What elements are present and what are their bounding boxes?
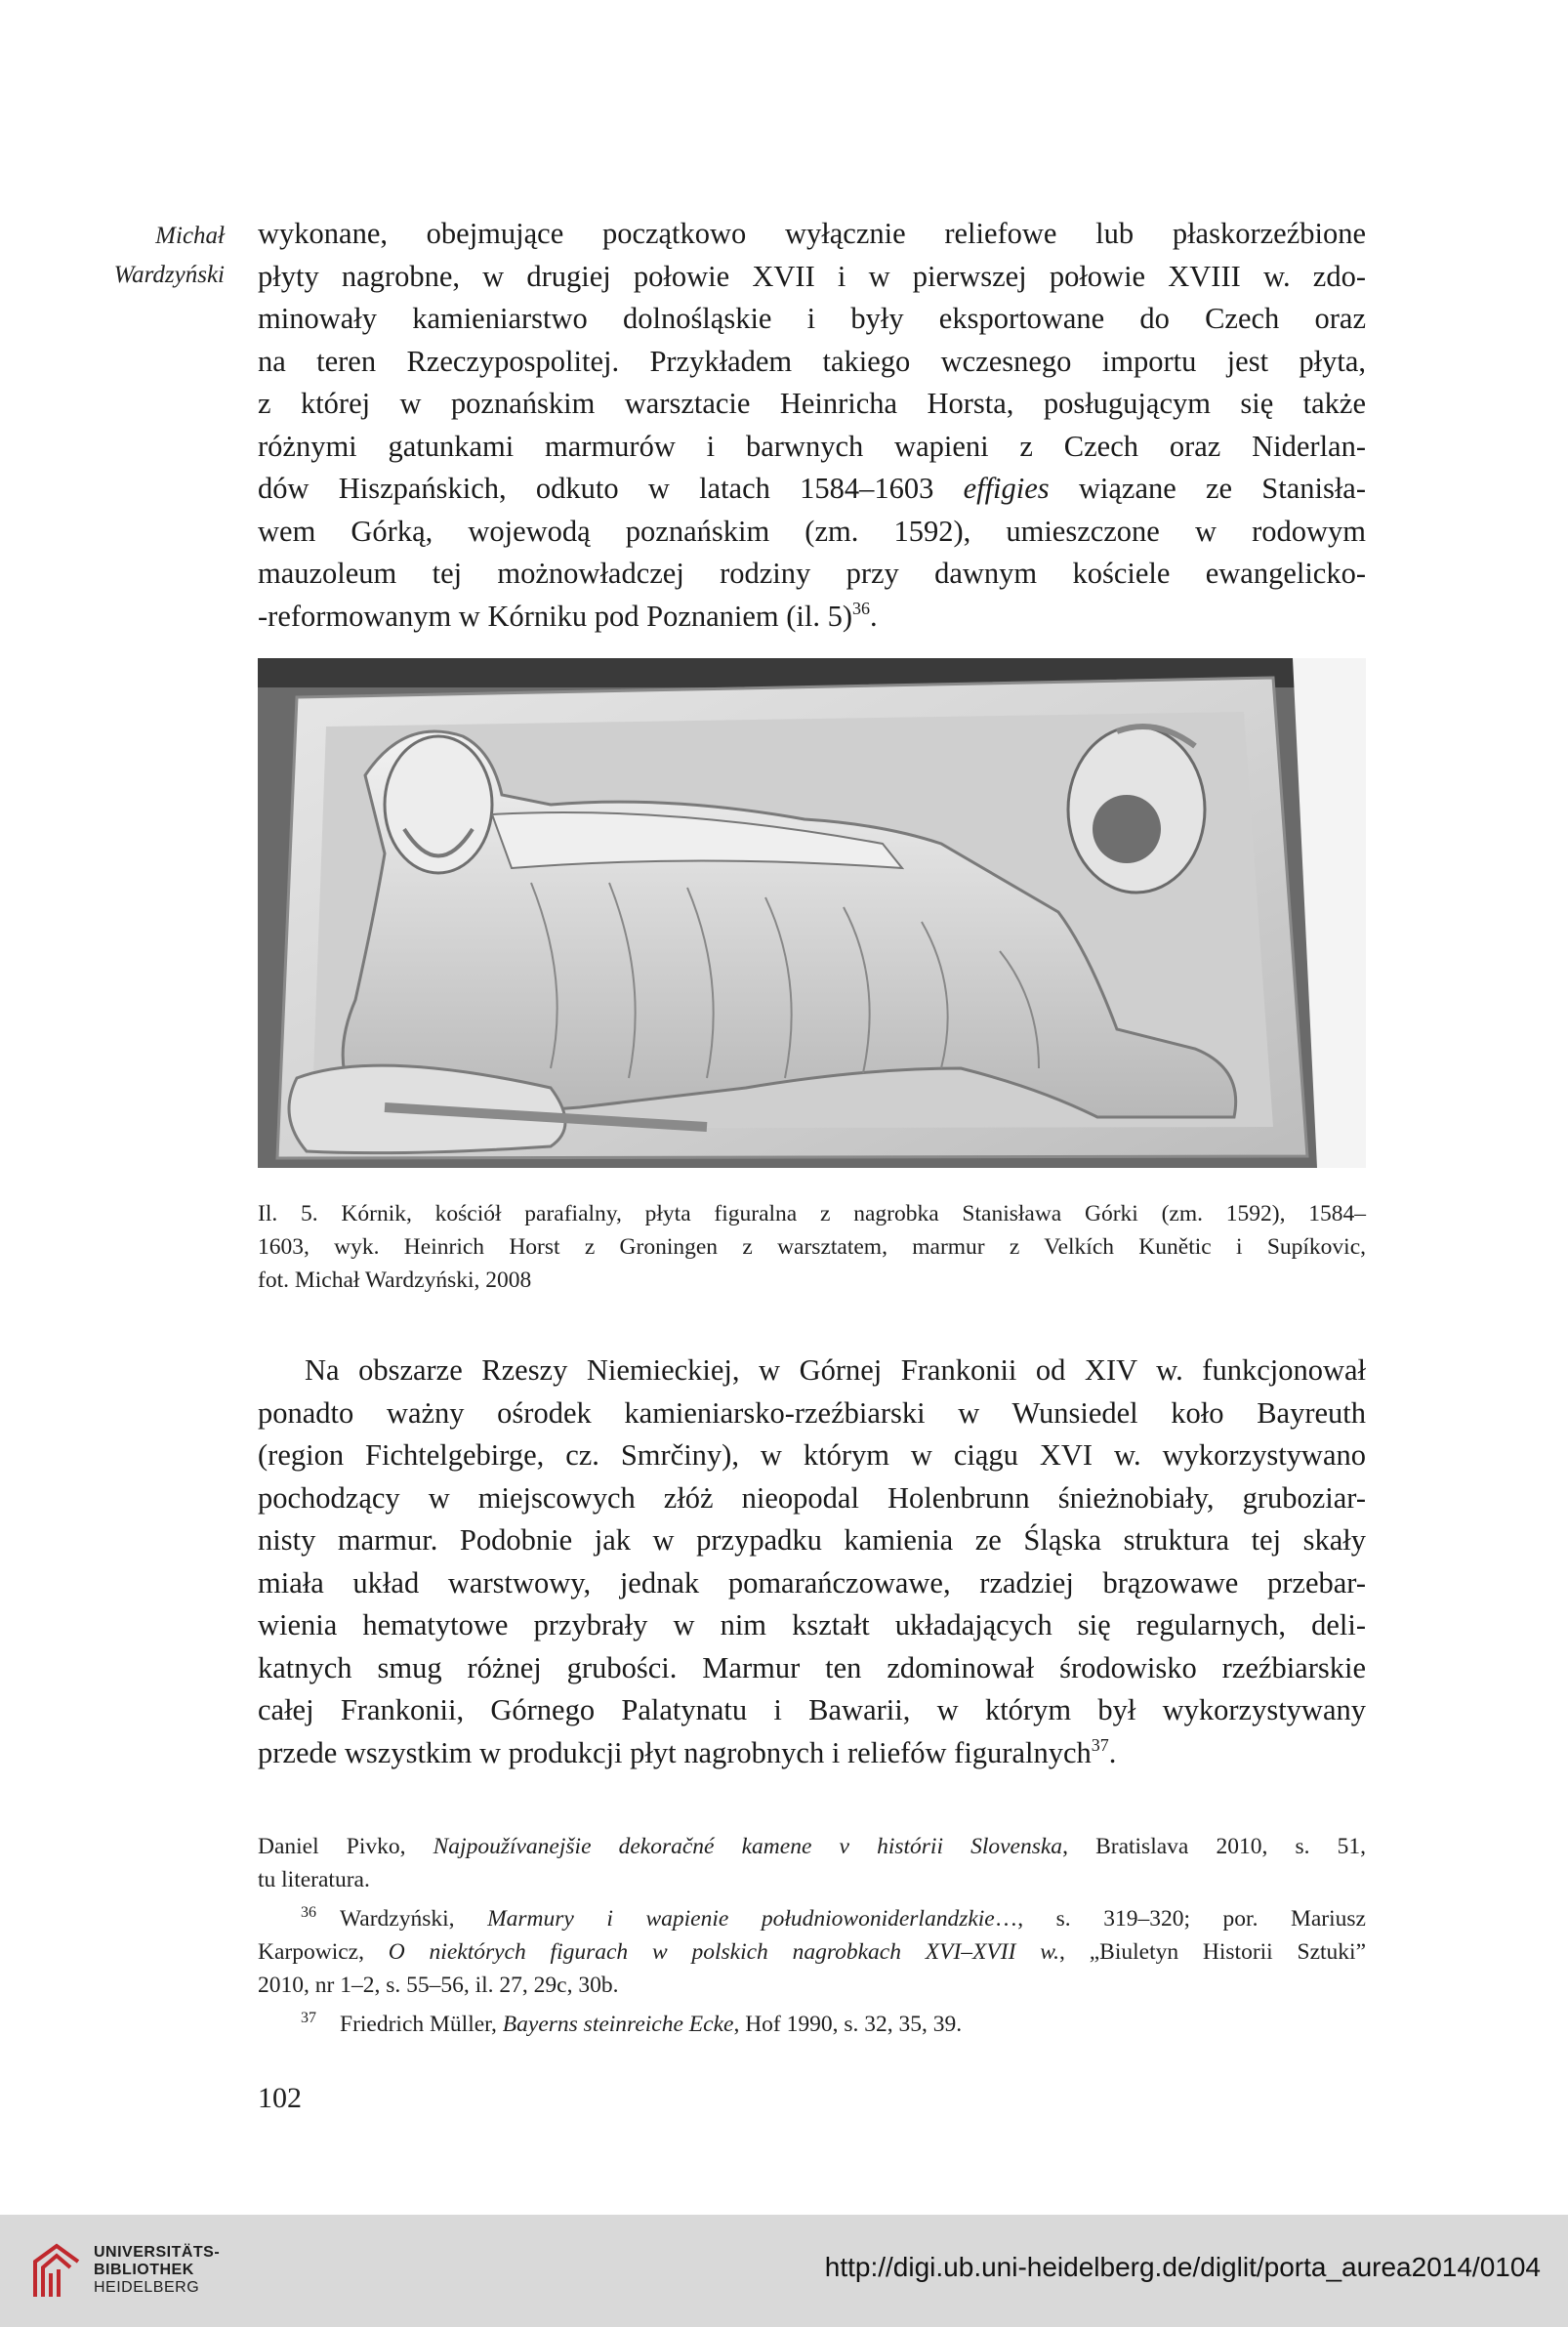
footnote-ref-37[interactable]: 37 <box>1091 1734 1109 1755</box>
footnote-ref-36[interactable]: 36 <box>852 598 871 618</box>
library-name-line: HEIDELBERG <box>94 2279 200 2296</box>
text-line: Na obszarze Rzeszy Niemieckiej, w Górnej Frankonii od XIV w. funkcjonował <box>305 1353 1366 1387</box>
fn-author: Karpowicz, <box>258 1939 389 1965</box>
fn-author: Friedrich Müller, <box>340 2012 503 2037</box>
text-line <box>258 468 1366 511</box>
library-name <box>94 2244 220 2297</box>
punctuation: . <box>1108 1735 1117 1769</box>
text-line: katnych smug różnej grubości. Marmur ten zdominował środowisko rzeźbiarskie <box>258 1650 1366 1684</box>
author-last-name: Wardzyński <box>113 262 225 288</box>
text-line: płyty nagrobne, w drugiej połowie XVII i w pierwszej połowie XVIII w. zdo- <box>258 259 1366 293</box>
fn-text: …, s. 319–320; por. Mariusz <box>994 1906 1366 1932</box>
footnote-37 <box>258 2002 1366 2041</box>
library-name-line: UNIVERSITÄTS- <box>94 2244 221 2261</box>
text-line: wem Górką, wojewodą poznańskim (zm. 1592), umieszczone w rodowym <box>258 514 1366 548</box>
footnote-36-line-2 <box>258 1935 1366 1969</box>
caption-line: fot. Michał Wardzyński, 2008 <box>258 1267 532 1293</box>
text-fragment: przede wszystkim w produkcji płyt nagrobnych i reliefów figuralnych <box>258 1735 1092 1769</box>
author-first-name: Michał <box>155 223 225 249</box>
footnote-number: 37 <box>301 2010 316 2026</box>
text-line: pochodzący w miejscowych złóż nieopodal Holenbrunn śnieżnobiały, gruboziar- <box>258 1480 1366 1515</box>
footnote-continued <box>258 1830 1366 1863</box>
italic-term: effigies <box>963 472 1050 505</box>
library-name-line: BIBLIOTHEK <box>94 2262 194 2278</box>
running-author <box>68 217 225 295</box>
fn-title: Marmury i wapienie południowoniderlandzkie <box>487 1906 995 1932</box>
text-line: różnymi gatunkami marmurów i barwnych wapieni z Czech oraz Niderlan- <box>258 429 1366 463</box>
figure-caption <box>258 1197 1366 1297</box>
text-line: (region Fichtelgebirge, cz. Smrčiny), w którym w ciągu XVI w. wykorzystywano <box>258 1438 1366 1472</box>
source-url-link[interactable]: http://digi.ub.uni-heidelberg.de/diglit/porta_aurea2014/0104 <box>824 2252 1541 2282</box>
punctuation: . <box>870 599 878 633</box>
fn-author: Wardzyński, <box>340 1906 488 1932</box>
fn-text: , „Biuletyn Historii Sztuki” <box>1059 1939 1367 1965</box>
text-fragment: -reformowanym w Kórniku pod Poznaniem (il. 5) <box>258 599 853 633</box>
fn-text: , Hof 1990, s. 32, 35, 39. <box>733 2012 963 2037</box>
paragraph-1 <box>258 213 1366 638</box>
footnote-36-line-3: 2010, nr 1–2, s. 55–56, il. 27, 29c, 30b. <box>258 1973 619 1998</box>
paragraph-2 <box>258 1350 1366 1774</box>
text-line <box>258 1732 1366 1775</box>
text-line: całej Frankonii, Górnego Palatynatu i Bawarii, w którym był wykorzystywany <box>258 1693 1366 1726</box>
library-footer <box>0 2215 1568 2327</box>
text-line: miała układ warstwowy, jednak pomarańczowawe, rzadziej brązowawe przebar- <box>258 1565 1366 1600</box>
text-line: na teren Rzeczypospolitej. Przykładem takiego wczesnego importu jest płyta, <box>258 344 1366 378</box>
effigy-photo-image <box>258 658 1366 1168</box>
fn-text: , Bratislava 2010, s. 51, <box>1062 1834 1366 1859</box>
fn-title: O niektórych figurach w polskich nagrobkach XVI–XVII w. <box>388 1939 1060 1965</box>
fn-author: Daniel Pivko, <box>258 1834 433 1859</box>
fn-title: Bayerns steinreiche Ecke <box>502 2012 734 2037</box>
footnotes <box>258 1830 1366 2041</box>
text-fragment: wiązane ze Stanisła- <box>1049 472 1366 505</box>
page-number: 102 <box>258 2082 302 2114</box>
text-line: z której w poznańskim warsztacie Heinricha Horsta, posługującym się także <box>258 387 1366 420</box>
footnote-continued-end: tu literatura. <box>258 1867 370 1892</box>
caption-line: Il. 5. Kórnik, kościół parafialny, płyta figuralna z nagrobka Stanisława Górki (zm. 1592), 1584– <box>258 1201 1366 1226</box>
text-line: wykonane, obejmujące początkowo wyłącznie reliefowe lub płaskorzeźbione <box>258 217 1366 250</box>
figure-photo <box>258 658 1366 1168</box>
text-line: nisty marmur. Podobnie jak w przypadku kamienia ze Śląska struktura tej skały <box>258 1523 1366 1557</box>
text-line: ponadto ważny ośrodek kamieniarsko-rzeźbiarski w Wunsiedel koło Bayreuth <box>258 1395 1366 1430</box>
text-fragment: dów Hiszpańskich, odkuto w latach 1584–1603 <box>258 472 934 505</box>
caption-line: 1603, wyk. Heinrich Horst z Groningen z warsztatem, marmur z Velkích Kunětic i Supíkovic, <box>258 1234 1366 1260</box>
fn-title: Najpoužívanejšie dekoračné kamene v histórii Slovenska <box>433 1834 1063 1859</box>
university-library-logo-icon[interactable] <box>29 2240 84 2303</box>
text-line <box>258 596 1366 639</box>
text-line: wienia hematytowe przybrały w nim kształt układających się regularnych, deli- <box>258 1608 1366 1641</box>
footnote-number: 36 <box>301 1904 316 1921</box>
footnote-36 <box>258 1896 1366 1935</box>
text-line: mauzoleum tej możnowładczej rodziny przy dawnym kościele ewangelicko- <box>258 557 1366 590</box>
text-line: minowały kamieniarstwo dolnośląskie i były eksportowane do Czech oraz <box>258 302 1366 335</box>
